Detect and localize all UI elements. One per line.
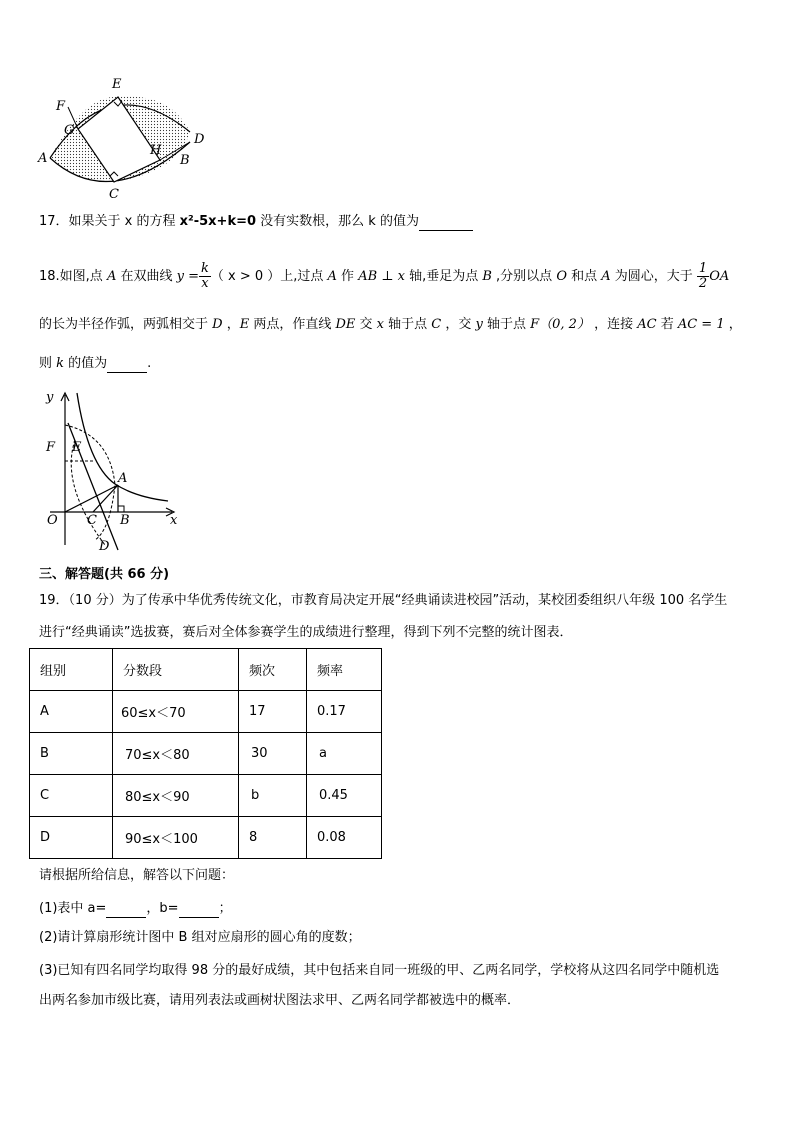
q18-text: 两点，作直线 [249,317,336,332]
q18-text: 的值为 [64,356,108,371]
segment-OA [65,485,118,512]
q18-text: 在双曲线 [116,269,177,284]
table-cell: 70≤x＜80 [113,733,239,775]
table-cell: 0.45 [307,775,382,817]
q18-text: 轴,垂足为点 [404,269,483,284]
q18-text: 上,过点 [280,269,328,284]
table-cell: B [30,733,113,775]
segment-AC [93,485,118,512]
q18-text: 和点 [567,269,602,284]
table-cell: D [30,817,113,859]
section-3-title: 三、解答题(共 66 分) [39,567,170,582]
table-cell: 8 [239,817,307,859]
q19-part3-line2: 出两名参加市级比赛，请用列表法或画树状图法求甲、乙两名同学都被选中的概率． [39,993,521,1008]
q18-text: 的长为半径作弧，两弧相交于 [39,317,213,332]
q19-part1-text: ，b= [146,901,179,916]
table-cell: A [30,691,113,733]
q19-instructions: 请根据所给信息，解答以下问题： [39,868,235,883]
q18-point-O: O [556,269,567,284]
table-cell: a [307,733,382,775]
q18-text: . [147,356,152,371]
q18-AC-equals: AC = 1 [677,317,725,332]
q19-part1-text: (1)表中 a= [39,901,107,916]
table-row [30,775,382,817]
q19-stats-table [29,648,382,859]
q18-text: ，连接 [589,317,638,332]
fig16-label-E: E [112,77,122,92]
q18-point-A: A [601,269,611,284]
fig18-label-B: B [120,513,130,528]
q18-point-F: F（0, 2） [530,317,590,332]
fig18-label-x: x [170,513,178,528]
q19-part1 [39,900,232,918]
q18-condition: （ x > 0 ） [210,269,281,284]
fig16-label-H: H [150,143,162,158]
table-cell: 17 [239,691,307,733]
fig16-label-D: D [194,132,205,147]
q18-frac-den: x [201,276,209,291]
table-cell: 30 [239,733,307,775]
table-cell: 60≤x＜70 [113,691,239,733]
q18-point-B: B [482,269,492,284]
q18-OA: OA [709,269,730,284]
fig16-diagram [30,72,230,202]
fig16-label-B: B [180,153,190,168]
question-18-line2 [39,316,742,334]
q18-fraction-half [697,262,709,291]
fig18-diagram [40,385,190,555]
question-18-line1 [39,262,729,292]
q19-line1: 19．（10 分）为了传承中华优秀传统文化，市教育局决定开展“经典诵读进校园”活动，某校团委组织八年级 100 名学生 [39,593,728,608]
fig18-label-O: O [47,513,58,528]
q18-half-num: 1 [698,261,708,276]
q18-text: 轴于点 [384,317,432,332]
table-header-cell: 频次 [239,649,307,691]
q18-text: ,分别以点 [491,269,557,284]
table-row [30,817,382,859]
q18-point-A: A [106,269,117,284]
q18-x-axis: x [376,317,385,332]
q18-text: 交 [355,317,377,332]
table-header-cell: 组别 [30,649,113,691]
q18-y-axis: y [475,317,483,332]
fig16-label-A: A [38,151,48,166]
table-cell: 0.17 [307,691,382,733]
q18-text: 作 [336,269,359,284]
table-header-row [30,649,382,691]
q18-point-C: C [431,317,442,332]
q19-blank-a[interactable] [106,903,146,918]
q18-fraction-k-over-x [199,262,211,291]
fig18-label-D: D [99,539,110,554]
table-row [30,691,382,733]
q17-prefix: 17．如果关于 x 的方程 [39,214,180,229]
q18-y-equals: y = [176,269,199,284]
q18-text: 则 [39,356,57,371]
table-header-cell: 分数段 [113,649,239,691]
fig16-label-C: C [109,187,119,202]
q18-text: 18.如图,点 [39,269,107,284]
q19-line2: 进行“经典诵读”选拔赛，赛后对全体参赛学生的成绩进行整理，得到下列不完整的统计图表． [39,625,573,640]
fig18-label-E: E [72,440,82,455]
fig16-label-F: F [56,99,66,114]
q17-answer-blank[interactable] [419,216,473,231]
fig18-label-C: C [87,513,97,528]
q18-text: 轴于点 [482,317,531,332]
fig16-label-G: G [64,123,75,138]
q19-part1-text: ； [218,901,232,916]
q18-text: 为圆心，大于 [610,269,697,284]
q18-frac-num: k [200,261,209,276]
q19-part3-line1: (3)已知有四名同学均取得 98 分的最好成绩，其中包括来自同一班级的甲、乙两名同学，学校将从这四名同学中随机选 [39,963,720,978]
q18-text: ， [724,317,742,332]
q17-equation: x²-5x+k=0 [179,214,257,229]
table-cell: C [30,775,113,817]
q18-point-D: D [212,317,223,332]
table-cell: 90≤x＜100 [113,817,239,859]
q17-suffix: 没有实数根，那么 k 的值为 [256,214,419,229]
fig18-label-F: F [46,440,56,455]
table-cell: b [239,775,307,817]
q18-AB-perp: AB ⊥ x [358,269,405,284]
q18-segment-AC: AC [637,317,657,332]
fig18-label-A: A [118,471,128,486]
q18-point-A: A [327,269,337,284]
fig18-label-y: y [46,390,54,405]
table-header-cell: 频率 [307,649,382,691]
q18-half-den: 2 [698,276,708,291]
table-cell: 80≤x＜90 [113,775,239,817]
table-row [30,733,382,775]
q18-line-DE: DE [335,317,356,332]
question-17 [39,213,473,231]
q18-text: ，交 [441,317,476,332]
question-18-line3 [39,355,151,373]
arc-centered-A [71,440,105,545]
q18-k: k [56,356,65,371]
table-cell: 0.08 [307,817,382,859]
q18-answer-blank[interactable] [107,358,147,373]
right-angle-mark-B [118,506,124,512]
q19-part2: (2)请计算扇形统计图中 B 组对应扇形的圆心角的度数； [39,930,361,945]
q18-point-E: E [239,317,250,332]
q18-text: ， [222,317,240,332]
q19-blank-b[interactable] [179,903,219,918]
q18-text: 若 [656,317,678,332]
